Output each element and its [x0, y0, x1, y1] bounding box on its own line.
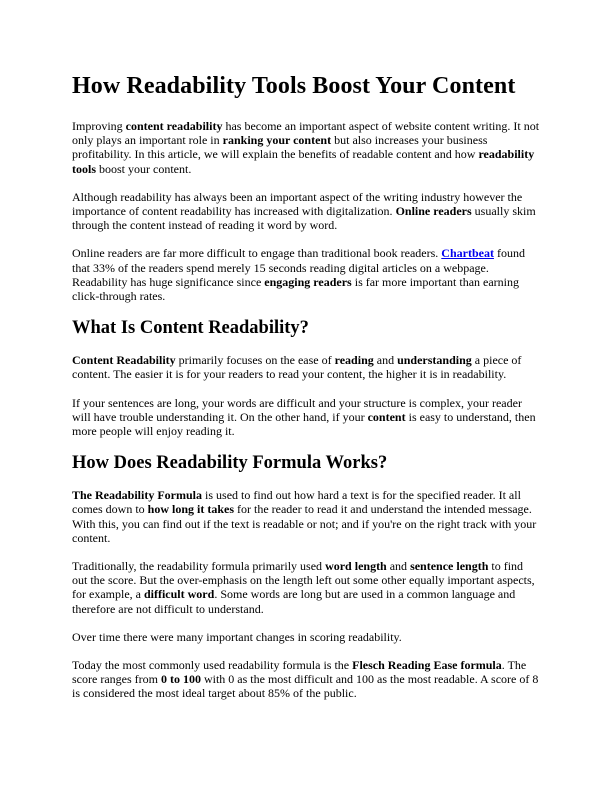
text: and [373, 353, 398, 368]
text: but also increases your business profitability. In this article, we will explain the benefits of readable content and how [72, 133, 488, 162]
section1-paragraph-1 [72, 353, 540, 381]
text: a piece of content. The easier it is for your readers to read your content, the higher it is in readability. [72, 353, 522, 382]
intro-paragraph-1 [72, 119, 540, 176]
section2-paragraph-3 [72, 630, 540, 644]
text: has become an important aspect of website content writing. It not only plays an important role in [72, 119, 540, 148]
section2-paragraph-1 [72, 488, 540, 545]
section1-paragraph-2 [72, 396, 540, 439]
bold-text: difficult word [143, 587, 215, 602]
text: Online readers are far more difficult to engage than traditional book readers. [72, 246, 442, 261]
bold-text: readability tools [72, 147, 535, 176]
text: found that 33% of the readers spend merely 15 seconds reading digital articles on a webpage. Readability has huge significance since [72, 246, 525, 289]
page-title: How Readability Tools Boost Your Content [72, 73, 516, 99]
bold-text: Online readers [395, 204, 472, 219]
text: Traditionally, the readability formula primarily used [72, 559, 326, 574]
bold-text: reading [334, 353, 374, 368]
text: If your sentences are long, your words are difficult and your structure is complex, your reader will have trouble understanding it. On the other hand, if your [72, 395, 522, 424]
bold-text: sentence length [410, 559, 489, 574]
text: with 0 as the most difficult and 100 as the most readable. A score of 8 is considered the most ideal target about 85% of the public. [72, 672, 539, 701]
bold-text: Content Readability [72, 353, 176, 368]
bold-text: Flesch Reading Ease formula [352, 658, 502, 673]
section2-paragraph-2 [72, 559, 540, 616]
article-body [72, 72, 540, 715]
bold-text: The Readability Formula [72, 488, 203, 503]
chartbeat-link[interactable]: Chartbeat [441, 246, 494, 261]
section-heading-readability-formula: How Does Readability Formula Works? [72, 453, 388, 474]
text: Improving [72, 119, 126, 133]
text: is easy to understand, then more people will enjoy reading it. [72, 409, 536, 439]
text: is used to find out how hard a text is for the specified reader. It all comes down to [72, 488, 521, 517]
section2-paragraph-4 [72, 658, 540, 701]
text: boost your content. [96, 161, 192, 176]
text: primarily focuses on the ease of [175, 353, 335, 368]
text: Over time there were many important changes in scoring readability. [72, 629, 402, 644]
bold-text: word length [325, 559, 387, 574]
text: Today the most commonly used readability formula is the [72, 658, 353, 673]
text: to find out the score. But the over-emphasis on the length left out some other equally important aspects, for example, a [72, 559, 535, 602]
bold-text: how long it takes [147, 502, 234, 517]
text: . The score ranges from [72, 658, 527, 687]
section-heading-content-readability: What Is Content Readability? [72, 318, 309, 339]
text: and [386, 559, 411, 574]
text: is far more important than earning click-through rates. [72, 274, 520, 304]
text: Although readability has always been an important aspect of the writing industry however the importance of content readability has increased with digitalization. [72, 189, 523, 219]
intro-paragraph-2 [72, 190, 540, 233]
bold-text: engaging readers [264, 274, 352, 289]
intro-paragraph-3 [72, 246, 540, 303]
bold-text: content [367, 409, 406, 424]
text: usually skim through the content instead of reading it word by word. [72, 204, 536, 233]
text: for the reader to read it and understand the intended message. With this, you can find out if the text is readable or not; and if you're on the right track with your content. [72, 502, 537, 545]
bold-text: understanding [397, 353, 472, 368]
bold-text: content readability [125, 119, 223, 133]
bold-text: ranking your content [222, 133, 332, 148]
text: . Some words are long but are used in a common language and therefore are not difficult to understand. [72, 587, 516, 616]
bold-text: 0 to 100 [160, 672, 201, 687]
